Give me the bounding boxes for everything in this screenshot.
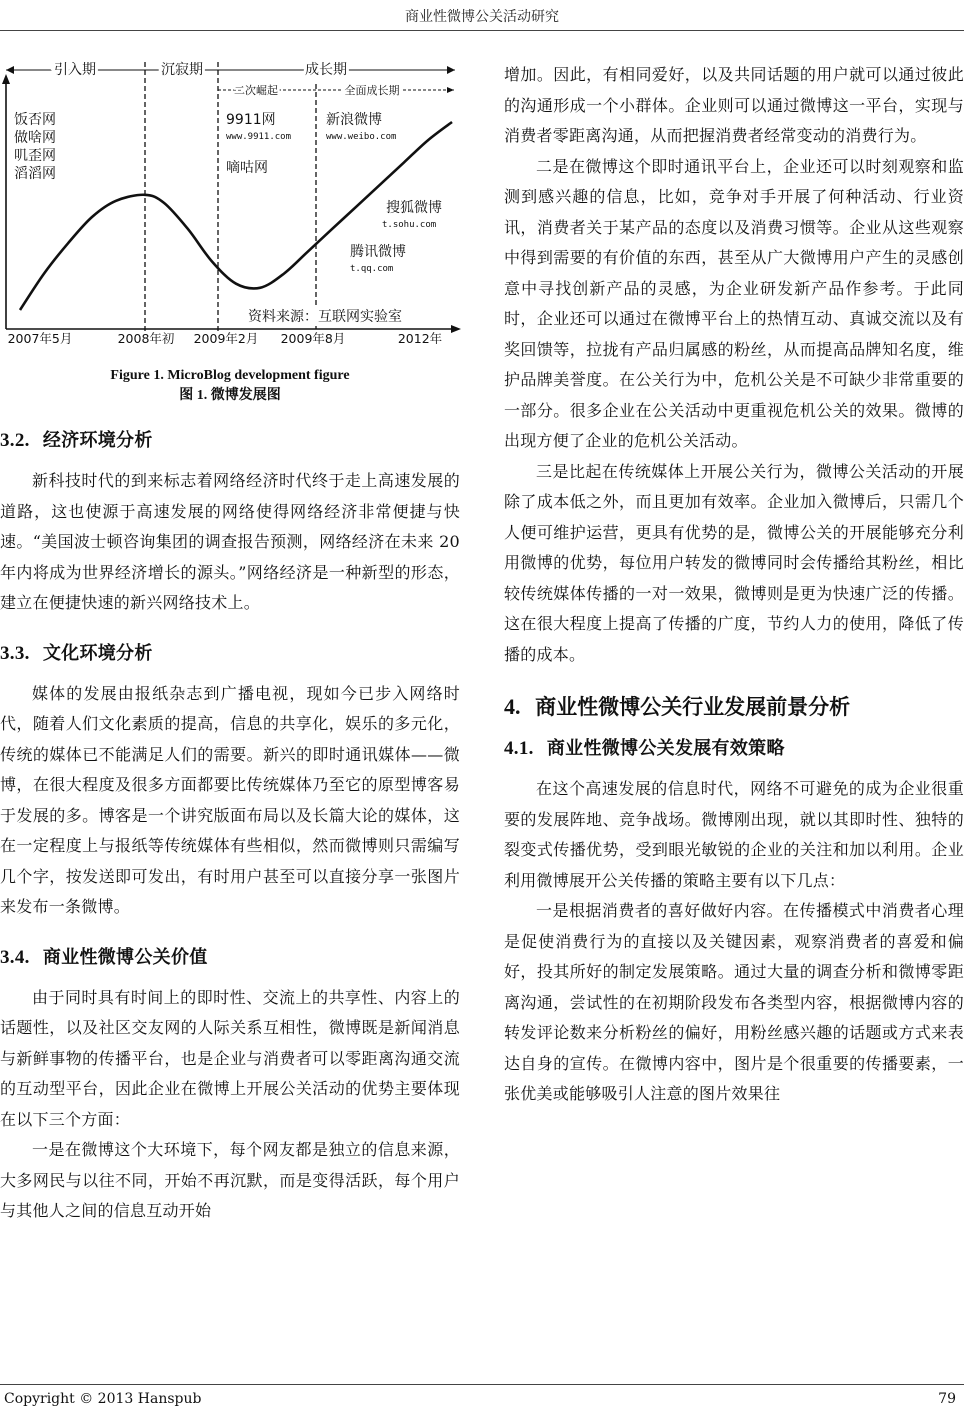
- annotation-fanfou: 饭否网: [14, 112, 56, 128]
- subphase-label-full-growth: 全面成长期: [344, 84, 400, 97]
- paragraph-pr-value-intro: 由于同时具有时间上的即时性、交流上的共享性、内容上的话题性，以及社区交友网的人际关系互相性，微博既是新闻消息与新鲜事物的传播平台，也是企业与消费者可以零距离沟通交流的互动型平台，因此企业在微博上开展公关活动的优势主要体现在以下三个方面：: [0, 987, 460, 1129]
- timeline-arrow-left: [6, 66, 14, 74]
- annotation-9911: 9911网: [226, 112, 276, 128]
- section-heading-3-4: [0, 945, 460, 971]
- paragraph-pr-value-3: 三是比起在传统媒体上开展公关行为，微博公关活动的开展除了成本低之外，而且更加有效率。企业加入微博后，只需几个人便可维护运营，更具有优势的是，微博公关的开展能够充分利用微博的优势，每位用户转发的微博同时会传播给其粉丝，相比较传统媒体传播的一对一效果，微博则是更为快速广泛的传播。这在很大程度上提高了传播的广度，节约人力的使用，降低了传播的成本。: [504, 461, 964, 664]
- annotation-taotao: 滔滔网: [14, 166, 56, 182]
- x-axis-arrow: [451, 325, 461, 333]
- section-title: 文化环境分析: [42, 642, 153, 664]
- annotation-sina-url: www.weibo.com: [326, 132, 397, 142]
- paragraph-pr-value-1: 一是在微博这个大环境下，每个网友都是独立的信息来源，大多网民与以往不同，开始不再沉默，而是变得活跃，每个用户与其他人之间的信息互动开始: [0, 1140, 460, 1220]
- timeline-arrow-right: [447, 66, 455, 74]
- growth-curve: [20, 122, 452, 310]
- header-rule: [0, 30, 964, 31]
- paragraph-pr-value-1-cont: 增加。因此，有相同爱好，以及共同话题的用户就可以通过彼此的沟通形成一个小群体。企业则可以通过微博这一平台，实现与消费者零距离沟通，从而把握消费者经常变动的消费行为。: [504, 65, 964, 145]
- x-tick-label-4: 2009年8月: [280, 331, 346, 344]
- figure-caption-zh: 图 1. 微博发展图: [179, 388, 281, 403]
- paragraph-economic-environment: 新科技时代的到来标志着网络经济时代终于走上高速发展的道路，这也使源于高速发展的网络使得网络经济非常便捷与快速。“美国波士顿咨询集团的调查报告预测，网络经济在未来 20 年内将成为世界经济增长的源头。”网络经济是一种新型的形态，建立在便捷快速的新兴网络技术上。: [0, 471, 460, 612]
- section-number: 4.1.: [504, 738, 534, 759]
- x-tick-label-1: 2007年5月: [7, 331, 73, 344]
- section-heading-3-2: [0, 428, 460, 454]
- microblog-development-chart: [0, 44, 462, 344]
- x-tick-label-5: 2012年: [397, 331, 443, 344]
- section-heading-3-3: [0, 641, 460, 667]
- section-number: 3.4.: [0, 946, 30, 968]
- annotation-9911-url: www.9911.com: [226, 132, 292, 142]
- right-column: [504, 60, 964, 1110]
- subphase-label-resurgence: 二次崛起: [234, 84, 278, 97]
- annotation-tencent-url: t.qq.com: [350, 264, 394, 274]
- annotation-sohu: 搜狐微博: [386, 200, 442, 216]
- running-head: 商业性微博公关活动研究: [405, 9, 559, 25]
- annotation-jiwai: 叽歪网: [14, 148, 56, 164]
- annotation-sina: 新浪微博: [326, 112, 382, 128]
- annotation-tencent: 腾讯微博: [350, 244, 406, 260]
- annotation-digu: 嘀咕网: [226, 160, 268, 176]
- chart-source: 资料来源：互联网实验室: [248, 309, 402, 325]
- paragraph-pr-value-2: 二是在微博这个即时通讯平台上，企业还可以时刻观察和监测到感兴趣的信息，比如，竞争对手开展了何种活动、行业资讯，消费者关于某产品的态度以及消费习惯等。企业从这些观察中得到需要的有价值的东西，甚至从广大微博用户产生的灵感创意中寻找创新产品的灵感，为企业研发新产品作参考。于此同时，企业还可以通过在微博平台上的热情互动、真诚交流以及有奖回馈等，拉拢有产品归属感的粉丝，从而提高品牌知名度，维护品牌美誉度。在公关行为中，危机公关是不可缺少非常重要的一部分。很多企业在公关活动中更重视危机公关的效果。微博的出现方便了企业的危机公关活动。: [504, 156, 964, 450]
- annotation-sohu-url: t.sohu.com: [382, 220, 437, 230]
- section-title: 商业性微博公关行业发展前景分析: [535, 695, 851, 719]
- footer-rule: [0, 1384, 964, 1385]
- y-axis-arrow: [2, 74, 10, 84]
- figure-1: [0, 44, 462, 344]
- phase-label-dormant: 沉寂期: [161, 62, 203, 78]
- section-number: 3.3.: [0, 642, 30, 664]
- x-tick-label-3: 2009年2月: [193, 331, 259, 344]
- section-heading-4: [504, 692, 964, 722]
- paragraph-cultural-environment: 媒体的发展由报纸杂志到广播电视，现如今已步入网络时代，随着人们文化素质的提高，信息的共享化，娱乐的多元化，传统的媒体已不能满足人们的需要。新兴的即时通讯媒体——微博，在很大程度及很多方面都要比传统媒体乃至它的原型博客易于发展的多。博客是一个讲究版面布局以及长篇大论的媒体，这在一定程度上与报纸等传统媒体有些相似，然而微博则只需编写几个字，按发送即可发出，有时用户甚至可以直接分享一张图片来发布一条微博。: [0, 683, 460, 916]
- paragraph-strategy-intro: 在这个高速发展的信息时代，网络不可避免的成为企业很重要的发展阵地、竞争战场。微博刚出现，就以其即时性、独特的裂变式传播优势，受到眼光敏锐的企业的关注和加以利用。企业利用微博展开公关传播的策略主要有以下几点：: [504, 779, 964, 890]
- phase-label-intro: 引入期: [54, 62, 96, 78]
- subphase-arrow: [447, 87, 454, 93]
- annotation-zuosa: 做啥网: [14, 130, 56, 146]
- section-title: 商业性微博公关发展有效策略: [546, 738, 785, 759]
- x-tick-label-2: 2008年初: [117, 331, 175, 344]
- phase-label-growth: 成长期: [305, 62, 347, 78]
- section-title: 经济环境分析: [42, 430, 153, 451]
- section-heading-4-1: [504, 736, 964, 762]
- paragraph-strategy-1: 一是根据消费者的喜好做好内容。在传播模式中消费者心理是促使消费行为的直接以及关键因素，观察消费者的喜爱和偏好，投其所好的制定发展策略。通过大量的调查分析和微博零距离沟通，尝试性的在初期阶段发布各类型内容，根据微博内容的转发评论数来分析粉丝的偏好，用粉丝感兴趣的话题或方式来表达自身的宣传。在微博内容中，图片是个很重要的传播要素，一张优美或能够吸引人注意的图片效果往: [504, 901, 964, 1103]
- section-number: 4.: [504, 694, 521, 719]
- left-column: [0, 44, 460, 1227]
- figure-caption-en: Figure 1. MicroBlog development figure: [110, 368, 350, 383]
- page-number: 79: [938, 1391, 956, 1407]
- section-title: 商业性微博公关价值: [42, 946, 208, 968]
- section-number: 3.2.: [0, 430, 30, 451]
- copyright: Copyright © 2013 Hanspub: [4, 1391, 202, 1407]
